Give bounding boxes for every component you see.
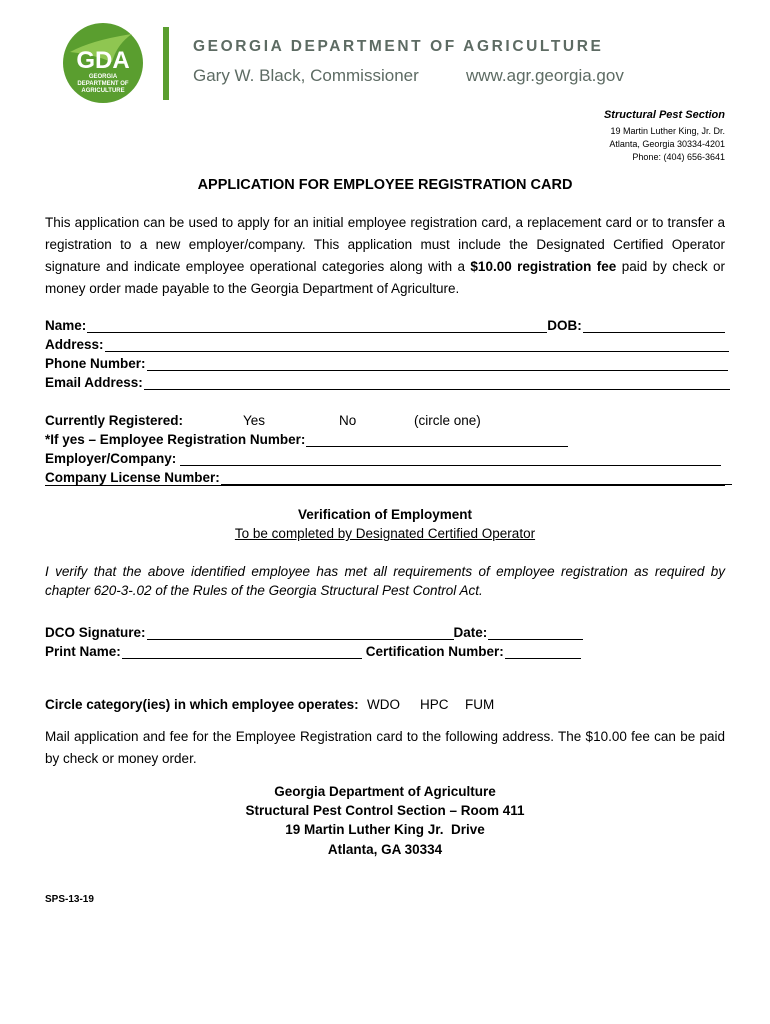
license-row: [45, 466, 732, 485]
intro-text-2: paid by check or money order made payable to the Georgia Department of Agriculture.: [45, 259, 725, 296]
category-wdo[interactable]: WDO: [367, 697, 400, 712]
section-divider: [45, 485, 725, 486]
employer-input-line[interactable]: [180, 451, 721, 466]
category-fum[interactable]: FUM: [465, 697, 495, 712]
mailing-instructions: Mail application and fee for the Employee Registration card to the following address. The $10.00 fee can be paid by check or money order.: [45, 729, 725, 766]
reg-number-row: [45, 428, 568, 447]
category-hpc[interactable]: HPC: [420, 697, 449, 712]
gda-logo: [62, 22, 144, 104]
verification-subtitle: To be completed by Designated Certified Operator: [234, 526, 536, 541]
address-input-line[interactable]: [105, 337, 729, 352]
license-label: Company License Number:: [45, 470, 220, 485]
phone-input-line[interactable]: [147, 356, 728, 371]
registered-yes-option[interactable]: Yes: [243, 413, 266, 428]
date-label: Date:: [453, 625, 488, 640]
phone-label: Phone Number:: [45, 356, 146, 371]
dob-input-line[interactable]: [583, 318, 725, 333]
cert-number-input-line[interactable]: [505, 644, 581, 659]
mailing-address-line2: Structural Pest Control Section – Room 411: [245, 803, 525, 818]
logo-sub-3: AGRICULTURE: [81, 88, 125, 94]
name-label: Name:: [45, 318, 87, 333]
cert-number-label: Certification Number:: [365, 644, 504, 659]
section-phone: Phone: (404) 656-3641: [632, 152, 725, 162]
website-link[interactable]: www.agr.georgia.gov: [466, 66, 624, 85]
print-name-input-line[interactable]: [122, 644, 362, 659]
section-address-line2: Atlanta, Georgia 30334-4201: [609, 139, 725, 149]
dco-signature-label: DCO Signature:: [45, 625, 146, 640]
phone-row: [45, 352, 728, 371]
department-name: GEORGIA DEPARTMENT OF AGRICULTURE: [193, 38, 604, 55]
categories-row: [45, 693, 495, 712]
mailing-address-line3: 19 Martin Luther King Jr. Drive: [285, 822, 485, 837]
commissioner-name: Gary W. Black, Commissioner: [193, 66, 419, 85]
name-row: [45, 314, 725, 333]
dco-signature-input-line[interactable]: [147, 625, 454, 640]
reg-number-input-line[interactable]: [306, 432, 568, 447]
address-row: [45, 333, 729, 352]
reg-number-label: *If yes – Employee Registration Number:: [45, 432, 306, 447]
employer-row: [45, 447, 721, 466]
section-title: Structural Pest Section: [603, 109, 725, 121]
verification-title: Verification of Employment: [297, 507, 473, 522]
mailing-address-line4: Atlanta, GA 30334: [327, 842, 443, 857]
verification-statement: I verify that the above identified employee has met all requirements of employee registration as required by chapter 620-3-.02 of the Rules of the Georgia Structural Pest Control Act.: [45, 564, 725, 598]
license-input-line[interactable]: [221, 470, 732, 485]
form-code: SPS-13-19: [45, 894, 94, 905]
registered-row: [45, 409, 481, 428]
employer-label: Employer/Company:: [45, 451, 177, 466]
name-input-line[interactable]: [87, 318, 547, 333]
print-name-label: Print Name:: [45, 644, 121, 659]
header-divider: [163, 27, 169, 100]
registered-no-option[interactable]: No: [339, 413, 357, 428]
dob-label: DOB:: [547, 318, 582, 333]
print-name-row: [45, 640, 581, 659]
intro-text-1: This application can be used to apply for an initial employee registration card, a replacement card or to transfer a registration to a new employer/company. This application must include the Designated Certified Operator signature and indicate employee operational categories along with a: [45, 215, 725, 274]
form-title: APPLICATION FOR EMPLOYEE REGISTRATION CARD: [197, 177, 573, 193]
registered-label: Currently Registered:: [45, 413, 184, 428]
intro-fee: $10.00 registration fee: [470, 259, 617, 274]
section-address-line1: 19 Martin Luther King, Jr. Dr.: [610, 126, 725, 136]
logo-text: GDA: [76, 47, 130, 74]
categories-label: Circle category(ies) in which employee operates:: [45, 697, 359, 712]
date-input-line[interactable]: [488, 625, 583, 640]
email-input-line[interactable]: [144, 375, 730, 390]
logo-sub-2: DEPARTMENT OF: [77, 81, 129, 87]
logo-sub-1: GEORGIA: [88, 74, 118, 80]
verification-subtitle-row: [0, 526, 770, 541]
mailing-address-line1: Georgia Department of Agriculture: [274, 784, 496, 799]
email-label: Email Address:: [45, 375, 143, 390]
address-label: Address:: [45, 337, 104, 352]
email-row: [45, 371, 730, 390]
dco-signature-row: [45, 621, 583, 640]
intro-paragraph: [45, 212, 725, 300]
circle-one-hint: (circle one): [414, 413, 481, 428]
